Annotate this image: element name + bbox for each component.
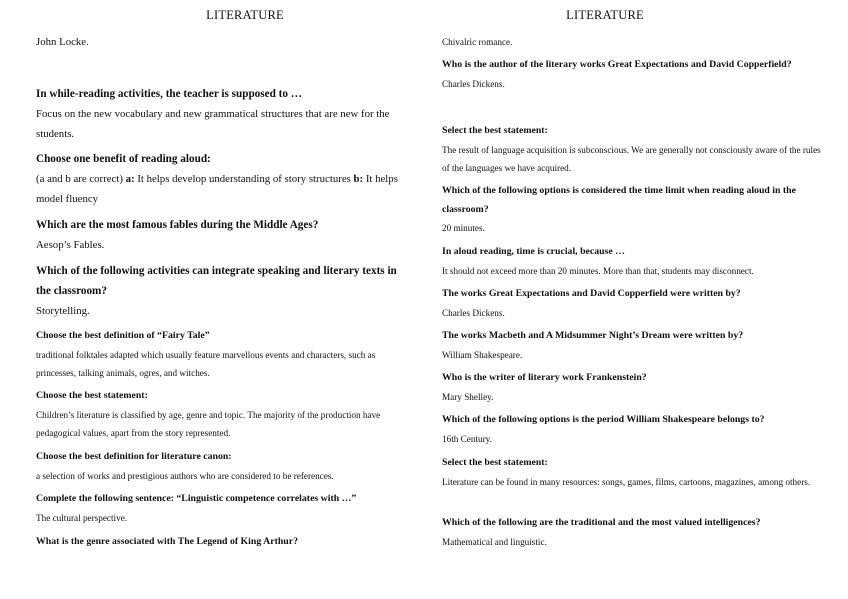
question-text: Which are the most famous fables during the Middle Ages? — [36, 219, 319, 231]
option-b-label: b: — [353, 173, 364, 185]
answer-text: Children’s literature is classified by age, genre and topic. The majority of the production have pedagogical values, apart from the story represented. — [36, 409, 381, 438]
question-text: Who is the writer of literary work Frankenstein? — [442, 372, 647, 383]
answer-text: John Locke. — [36, 36, 89, 48]
answer-text — [36, 169, 408, 209]
answer-text: a selection of works and prestigious authors who are considered to be references. — [36, 470, 334, 481]
question-text: What is the genre associated with The Legend of King Arthur? — [36, 536, 298, 547]
question-text: Who is the author of the literary works Great Expectations and David Copperfield? — [442, 59, 792, 70]
answer-text: Charles Dickens. — [442, 78, 505, 89]
answer-text: The cultural perspective. — [36, 512, 128, 523]
question-text: Which of the following options is considered the time limit when reading aloud in the classroom? — [442, 185, 796, 215]
question-text: Complete the following sentence: “Linguistic competence correlates with …” — [36, 493, 357, 504]
question-text: Select the best statement: — [442, 125, 548, 136]
left-page-header: LITERATURE — [206, 8, 284, 22]
answer-text: William Shakespeare. — [442, 349, 523, 360]
answer-text: Aesop’s Fables. — [36, 239, 105, 251]
question-text: Which of the following activities can integrate speaking and literary texts in the classroom? — [36, 265, 397, 297]
option-b-text: It helps model fluency — [36, 173, 398, 205]
answer-text: Literature can be found in many resources: songs, games, films, cartoons, magazines, among others. — [442, 476, 811, 487]
answer-text: 16th Century. — [442, 433, 492, 444]
answer-text: traditional folktales adapted which usually feature marvellous events and characters, such as princesses, talking animals, ogres, and witches. — [36, 349, 376, 378]
answer-text: Storytelling. — [36, 305, 90, 317]
option-a-text: It helps develop understanding of story structures — [134, 173, 354, 185]
answer-prefix: (a and b are correct) — [36, 173, 126, 185]
question-text: In while-reading activities, the teacher is supposed to … — [36, 88, 302, 100]
option-a-label: a: — [125, 173, 135, 185]
right-page-header: LITERATURE — [566, 8, 644, 22]
answer-text: The result of language acquisition is subconscious. We are generally not consciously aware of the rules of the languages we have acquired. — [442, 144, 821, 173]
question-text: In aloud reading, time is crucial, because … — [442, 246, 625, 257]
question-text: Choose the best definition of “Fairy Tale” — [36, 330, 210, 341]
question-text: Which of the following are the traditional and the most valued intelligences? — [442, 517, 761, 528]
question-text: The works Macbeth and A Midsummer Night’s Dream were written by? — [442, 330, 744, 341]
question-text: Choose the best statement: — [36, 390, 148, 401]
answer-text: Mathematical and linguistic. — [442, 536, 547, 547]
question-text: Which of the following options is the period William Shakespeare belongs to? — [442, 414, 765, 425]
question-text: Choose one benefit of reading aloud: — [36, 153, 211, 165]
answer-text: Charles Dickens. — [442, 307, 505, 318]
answer-text: 20 minutes. — [442, 223, 485, 233]
answer-text: Chivalric romance. — [442, 37, 513, 47]
answer-text: Mary Shelley. — [442, 391, 494, 402]
question-text: The works Great Expectations and David Copperfield were written by? — [442, 288, 741, 299]
answer-text: It should not exceed more than 20 minutes. More than that, students may disconnect. — [442, 265, 754, 276]
answer-text: Focus on the new vocabulary and new grammatical structures that are new for the students. — [36, 108, 390, 140]
question-text: Select the best statement: — [442, 457, 548, 468]
question-text: Choose the best definition for literature canon: — [36, 451, 232, 462]
